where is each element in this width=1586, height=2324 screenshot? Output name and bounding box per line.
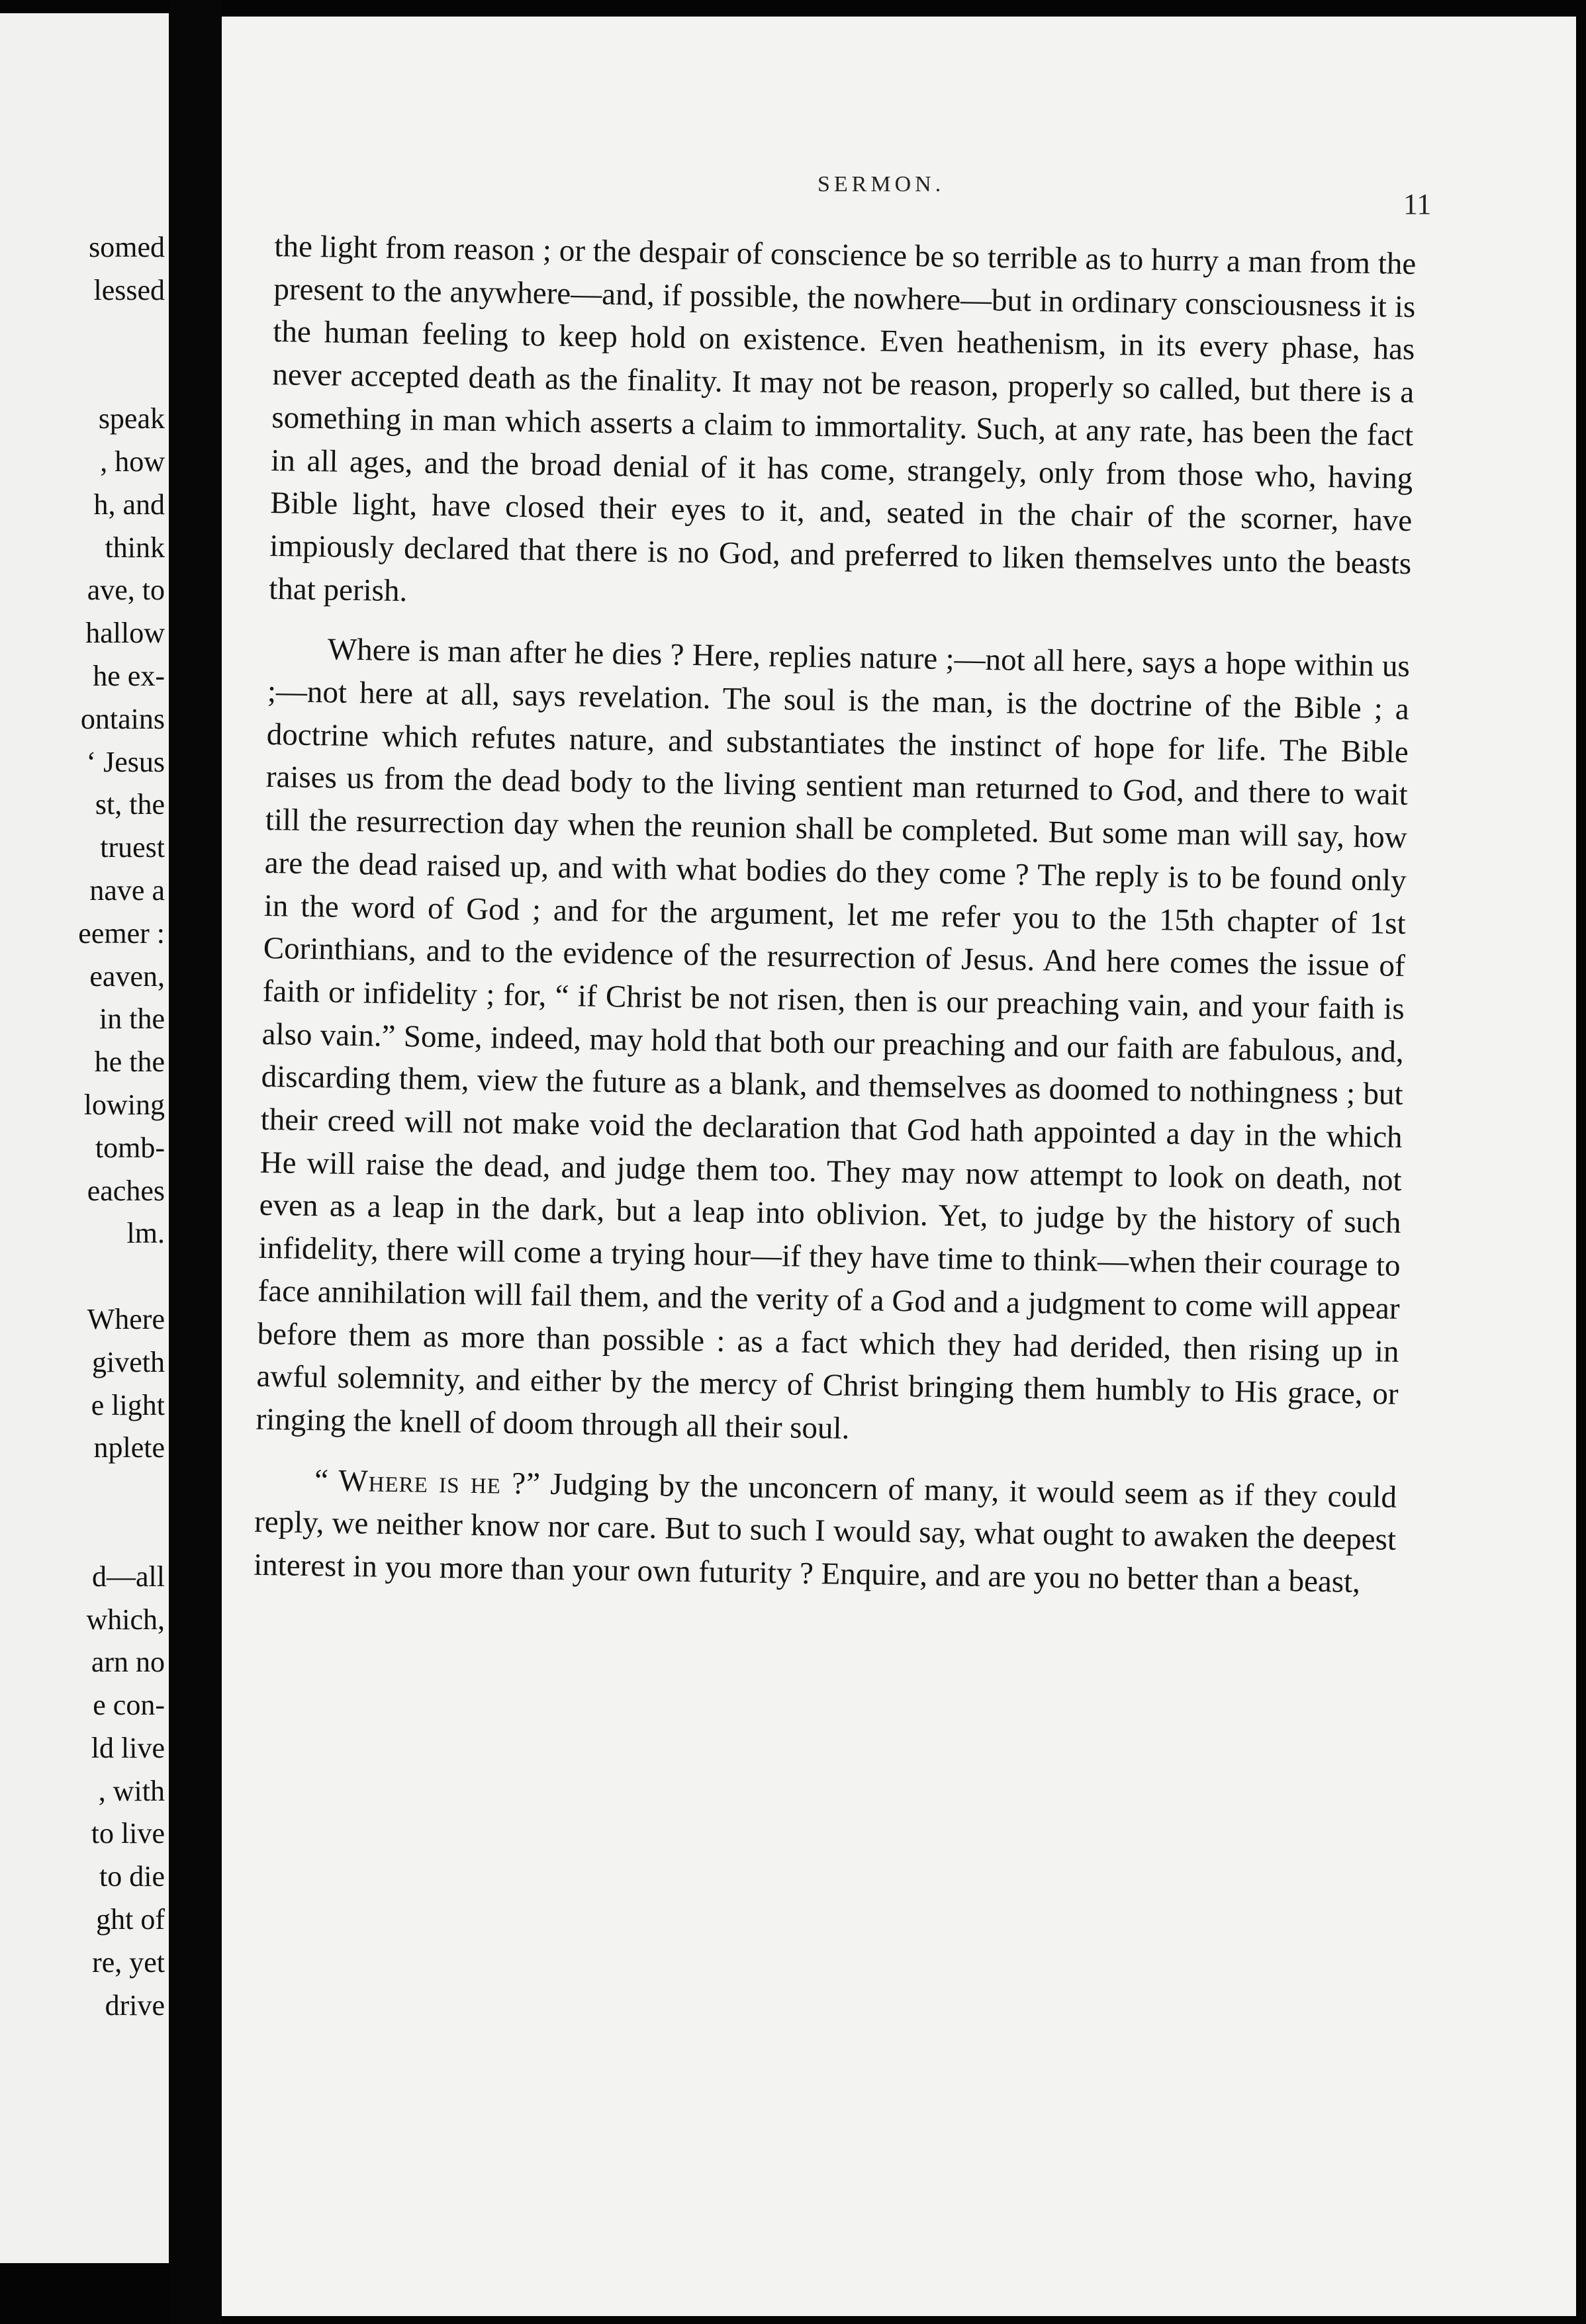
left-page-fragment: eaven, [89, 960, 165, 993]
left-page [0, 13, 169, 2263]
opening-quote: “ [314, 1462, 339, 1498]
left-page-fragment: ght of [96, 1903, 165, 1936]
left-page-fragment: , with [98, 1774, 165, 1807]
left-page-fragment: hallow [85, 617, 165, 650]
left-page-fragment: lm. [126, 1217, 165, 1250]
closing-quote: ” [526, 1466, 551, 1501]
left-page-fragment: lessed [93, 273, 165, 306]
left-page-fragment: to live [91, 1817, 165, 1850]
right-page [222, 17, 1576, 2316]
left-page-fragment: h, and [93, 488, 165, 521]
left-page-fragment: re, yet [92, 1945, 165, 1979]
left-page-fragment [78, 355, 165, 398]
left-page-fragment: in the [99, 1003, 165, 1036]
left-page-fragment: eaches [87, 1174, 165, 1207]
left-page-fragment: ‘ Jesus [86, 745, 165, 778]
left-page-fragment [78, 312, 165, 355]
running-head: SERMON. [817, 172, 945, 197]
left-page-fragment: tomb- [95, 1131, 165, 1164]
paragraph-2: Where is man after he dies ? Here, replies nature ;—not all here, says a hope within us ;—not here at all, says revelation. The soul is the man, is the doctrine of the Bible ; a doctrine which refutes nature, and substantiates the instinct of hope for life. The Bible raises us from the dead body to the living sentient man returned to God, and there to wait till the resurrection day when the reunion shall be completed. But some man will say, how are the dead raised up, and with what bodies do they come ? The reply is to be found only in the word of God ; and for the argument, let me refer you to the 15th chapter of 1st Corinthians, and to the evidence of the resurrection of Jesus. And here comes the issue of faith or infidelity ; for, “ if Christ be not risen, then is our preaching vain, and your faith is also vain.” Some, indeed, may hold that both our preaching and our faith are fabulous, and, discarding them, view the future as a blank, and themselves as doomed to nothingness ; but their creed will not make void the declaration that God hath appointed a day in the which He will raise the dead, and judge them too. They may now attempt to look on death, not even as a leap in the dark, but a leap into oblivion. Yet, to judge by the history of such infidelity, there will come a trying hour—if they have time to think—when their courage to face annihilation will fail them, and the verity of a God and a judgment to come will appear before them as more than possible : as a fact which they had derided, then rising up in awful solemnity, and either by the mercy of Christ bringing them humbly to His grace, or ringing the knell of doom through all their soul. [256, 632, 1411, 1446]
left-page-fragment [78, 1470, 165, 1513]
left-page-fragment [78, 1255, 165, 1298]
paragraph-3-text: Judging by the unconcern of many, it would seem as if they could reply, we neither know nor care. But to such I would say, what ought to awaken the deepest interest in you more than your own futurity ? Enquire, and are you no better than a beast, [253, 1466, 1397, 1600]
left-page-fragment: he ex- [93, 659, 165, 692]
sermon-body [254, 225, 1417, 1605]
left-page-fragment: nave a [89, 873, 165, 907]
left-page-fragment: e light [91, 1388, 165, 1421]
left-page-fragment: eemer : [78, 916, 165, 950]
left-page-fragment: to die [99, 1860, 165, 1893]
left-page-fragment: he the [94, 1046, 165, 1079]
left-page-fragment: st, the [95, 788, 165, 821]
left-page-fragment [78, 1513, 165, 1556]
left-page-text-fragments [78, 226, 165, 2027]
left-page-fragment: e con- [93, 1689, 165, 1722]
left-page-fragment: somed [89, 231, 165, 263]
left-page-fragment: which, [86, 1603, 165, 1636]
left-page-fragment: Where [87, 1302, 165, 1335]
left-page-fragment: think [105, 531, 165, 564]
left-page-fragment: ontains [80, 702, 165, 735]
page-number: 11 [1403, 188, 1432, 220]
where-is-he-heading: Where is he ? [338, 1463, 527, 1501]
left-page-fragment: ave, to [87, 574, 165, 607]
left-page-fragment: truest [100, 831, 165, 864]
left-page-fragment: ld live [91, 1731, 165, 1764]
left-page-fragment: lowing [83, 1088, 165, 1121]
left-page-fragment: , how [100, 445, 165, 478]
left-page-fragment: d—all [92, 1560, 165, 1593]
left-page-fragment: giveth [92, 1345, 165, 1378]
left-page-fragment: speak [98, 402, 165, 435]
left-page-fragment: drive [105, 1989, 165, 2022]
left-page-fragment: arn no [91, 1646, 165, 1679]
left-page-fragment: nplete [93, 1431, 165, 1464]
paragraph-3 [254, 1458, 1397, 1604]
book-gutter [169, 0, 222, 2324]
paragraph-1: the light from reason ; or the despair of conscience be so terrible as to hurry a man from the present to the anywhere—and, if possible, the nowhere—but in ordinary consciousness it is the human feeling to keep hold on existence. Even heathenism, in its every phase, has never accepted death as the finality. It may not be reason, properly so called, but there is a something in man which asserts a claim to immortality. Such, at any rate, has been the fact in all ages, and the broad denial of it has come, strangely, only from those who, having Bible light, have closed their eyes to it, and, seated in the chair of the scorner, have impiously declared that there is no God, and preferred to liken themselves unto the beasts that perish. [268, 228, 1417, 608]
